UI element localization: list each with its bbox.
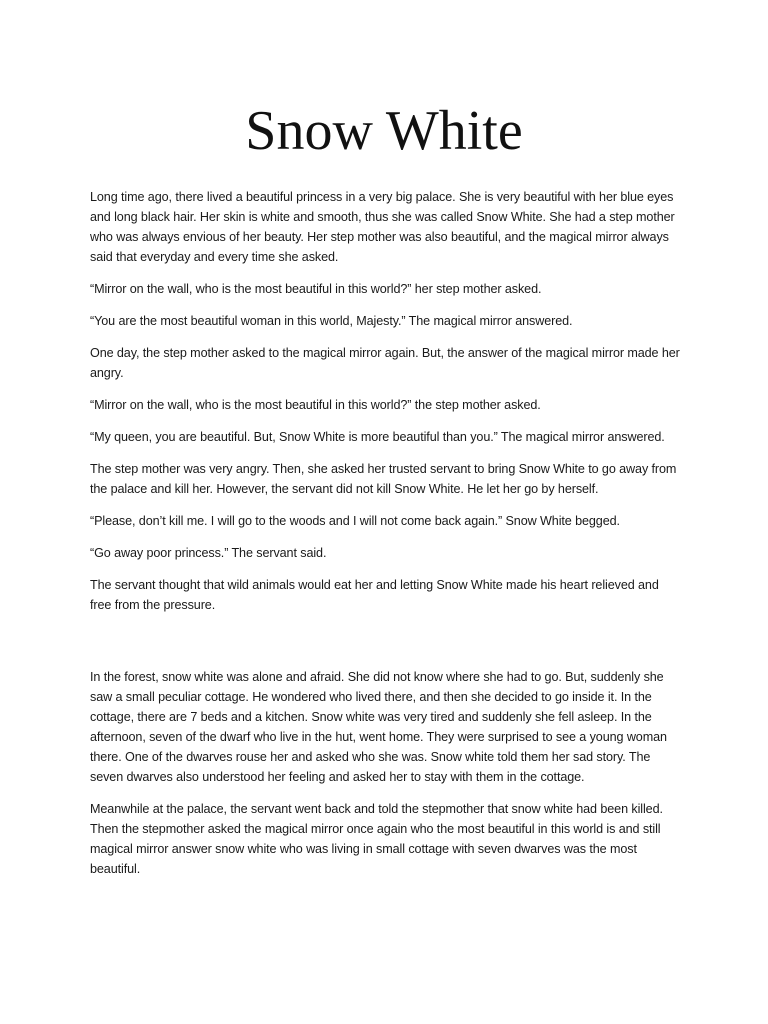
paragraph: The step mother was very angry. Then, she asked her trusted servant to bring Snow White to go away from the palace and kill her. However, the servant did not kill Snow White. He let her go by herself. bbox=[90, 462, 677, 496]
paragraph: “Mirror on the wall, who is the most beautiful in this world?” the step mother asked. bbox=[90, 398, 541, 412]
paragraph: Meanwhile at the palace, the servant went back and told the stepmother that snow white had been killed. Then the stepmother asked the magical mirror once again who the most beautiful in this world is and still magical mirror answer snow white who was living in small cottage with seven dwarves was the most beautiful. bbox=[90, 802, 663, 876]
paragraph: One day, the step mother asked to the magical mirror again. But, the answer of the magical mirror made her angry. bbox=[90, 346, 680, 380]
document-title: Snow White bbox=[245, 100, 523, 162]
paragraph: “You are the most beautiful woman in this world, Majesty.” The magical mirror answered. bbox=[90, 314, 573, 328]
paragraph: Long time ago, there lived a beautiful princess in a very big palace. She is very beautiful with her blue eyes and long black hair. Her skin is white and smooth, thus she was called Snow White. She had a step mother who was always envious of her beauty. Her step mother was also beautiful, and the magical mirror always said that everyday and every time she asked. bbox=[90, 190, 675, 264]
paragraph: In the forest, snow white was alone and afraid. She did not know where she had to go. But, suddenly she saw a small peculiar cottage. He wondered who lived there, and then she decided to go inside it. In the cottage, there are 7 beds and a kitchen. Snow white was very tired and suddenly she fell asleep. In the afternoon, seven of the dwarf who live in the hut, went home. They were surprised to see a young woman there. One of the dwarves rouse her and asked who she was. Snow white told them her sad story. The seven dwarves also understood her feeling and asked her to stay with them in the cottage. bbox=[90, 670, 667, 784]
paragraph: “Go away poor princess.” The servant said. bbox=[90, 546, 327, 560]
document-body bbox=[90, 187, 682, 891]
paragraph: “My queen, you are beautiful. But, Snow White is more beautiful than you.” The magical mirror answered. bbox=[90, 430, 665, 444]
paragraph: “Mirror on the wall, who is the most beautiful in this world?” her step mother asked. bbox=[90, 282, 542, 296]
paragraph: “Please, don’t kill me. I will go to the woods and I will not come back again.” Snow White begged. bbox=[90, 514, 620, 528]
paragraph: The servant thought that wild animals would eat her and letting Snow White made his heart relieved and free from the pressure. bbox=[90, 578, 659, 612]
